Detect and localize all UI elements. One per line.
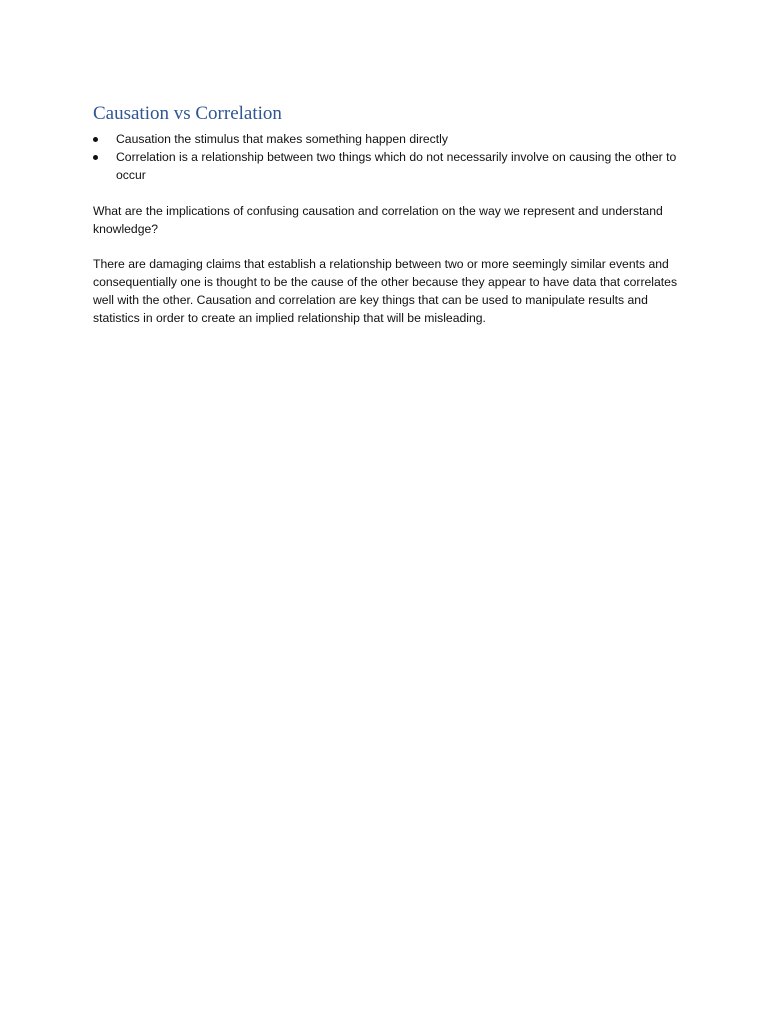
answer-paragraph: There are damaging claims that establish a relationship between two or more seemingly similar events and consequentially one is thought to be the cause of the other because they appear to have data that correlates well with the other. Causation and correlation are key things that can be used to manipulate results and statistics in order to create an implied relationship that will be misleading. xyxy=(93,257,678,325)
bullet-item-causation xyxy=(93,130,683,148)
document-title: Causation vs Correlation xyxy=(93,103,282,124)
bullet-icon xyxy=(93,155,98,160)
bullet-item-correlation xyxy=(93,148,683,184)
bullet-text: Correlation is a relationship between two things which do not necessarily involve on causing the other to occur xyxy=(116,150,677,182)
bullet-list xyxy=(93,130,683,184)
question-paragraph: What are the implications of confusing causation and correlation on the way we represent and understand knowledge? xyxy=(93,204,663,236)
bullet-text: Causation the stimulus that makes something happen directly xyxy=(116,132,448,146)
bullet-icon xyxy=(93,137,98,142)
document-body xyxy=(93,101,683,327)
